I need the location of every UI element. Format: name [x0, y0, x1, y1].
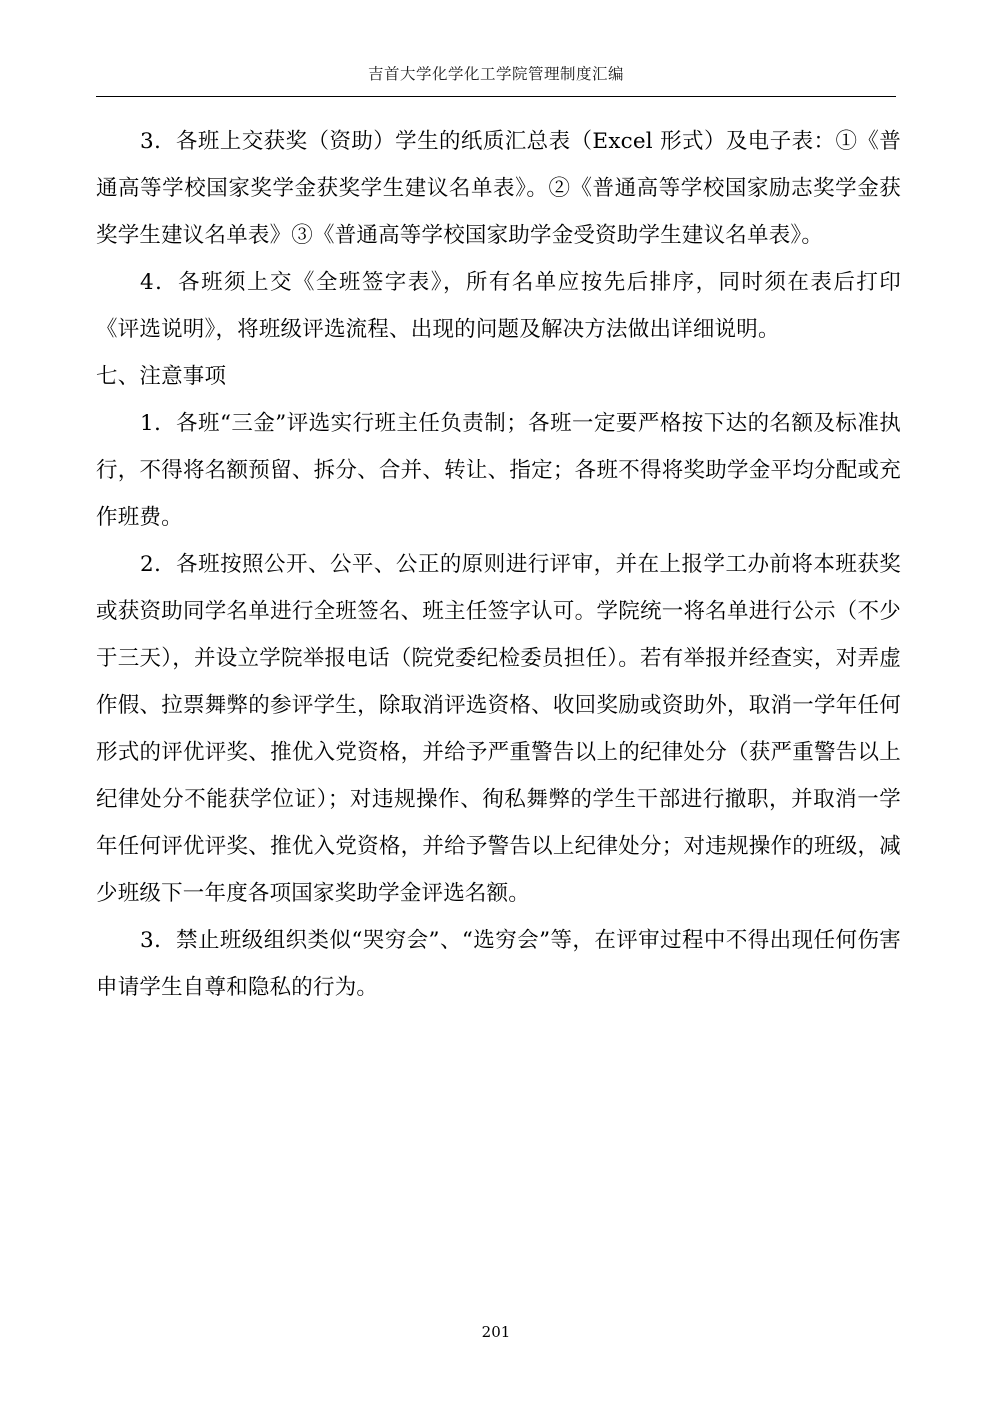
- document-body: [96, 118, 901, 1011]
- running-title: 吉首大学化学化工学院管理制度汇编: [367, 65, 624, 83]
- paragraph-note-2: 2．各班按照公开、公平、公正的原则进行评审，并在上报学工办前将本班获奖或获资助同学名单进行全班签名、班主任签字认可。学院统一将名单进行公示（不少于三天），并设立学院举报电话（院党委纪检委员担任）。若有举报并经查实，对弄虚作假、拉票舞弊的参评学生，除取消评选资格、收回奖励或资助外，取消一学年任何形式的评优评奖、推优入党资格，并给予严重警告以上的纪律处分（获严重警告以上纪律处分不能获学位证）；对违规操作、徇私舞弊的学生干部进行撤职，并取消一学年任何评优评奖、推优入党资格，并给予警告以上纪律处分；对违规操作的班级，减少班级下一年度各项国家奖助学金评选名额。: [96, 552, 901, 906]
- page-footer: [0, 1322, 992, 1341]
- paragraph-item-3: 3．各班上交获奖（资助）学生的纸质汇总表（Excel 形式）及电子表：①《普通高等学校国家奖学金获奖学生建议名单表》。②《普通高等学校国家励志奖学金获奖学生建议名单表》③《普通高等学校国家助学金受资助学生建议名单表》。: [96, 129, 901, 248]
- paragraph-note-1: 1．各班“三金”评选实行班主任负责制；各班一定要严格按下达的名额及标准执行，不得将名额预留、拆分、合并、转让、指定；各班不得将奖助学金平均分配或充作班费。: [96, 411, 901, 530]
- header-divider: [96, 96, 896, 97]
- paragraph-note-3: 3．禁止班级组织类似“哭穷会”、“选穷会”等，在评审过程中不得出现任何伤害申请学生自尊和隐私的行为。: [96, 928, 901, 1000]
- section-heading-7: 七、注意事项: [96, 364, 227, 389]
- page-number: 201: [481, 1323, 511, 1341]
- page-header: [96, 62, 896, 84]
- paragraph-item-4: 4．各班须上交《全班签字表》，所有名单应按先后排序，同时须在表后打印《评选说明》，将班级评选流程、出现的问题及解决方法做出详细说明。: [96, 270, 901, 342]
